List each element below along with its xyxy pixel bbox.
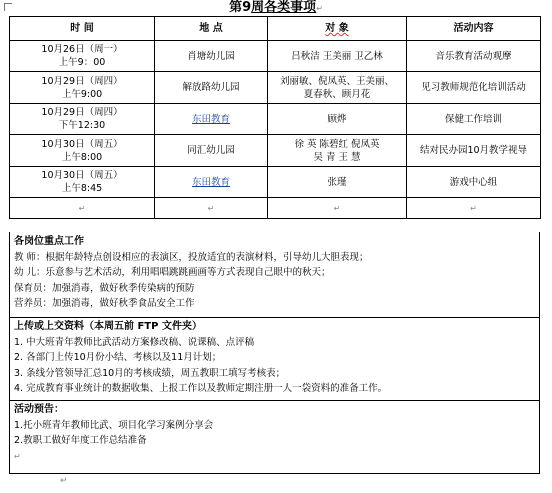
upload-heading: 上传或上交资料（本周五前 FTP 文件夹） bbox=[14, 321, 202, 332]
focus-heading: 各岗位重点工作 bbox=[14, 236, 84, 247]
target-cell: 徐 英 陈碧红 倪凤英 吴 青 王 慧 bbox=[268, 135, 407, 167]
empty-cell: ↵ bbox=[155, 198, 268, 219]
page-title: 第9周各类事项↵ bbox=[229, 0, 323, 15]
place-cell: 解放路幼儿园 bbox=[155, 72, 268, 104]
paragraph-mark: ↵ bbox=[14, 451, 21, 461]
schedule-header-row bbox=[10, 17, 541, 41]
upload-section bbox=[9, 318, 540, 401]
empty-cell: ↵ bbox=[268, 198, 407, 219]
preview-heading: 活动预告： bbox=[14, 404, 64, 415]
activity-cell: 音乐教育活动观摩 bbox=[407, 41, 541, 72]
target-cell: 张瑾 bbox=[268, 167, 407, 198]
time-cell: 10月26日（周一） 上午9：00 bbox=[10, 41, 155, 72]
place-cell: 同汇幼儿园 bbox=[155, 135, 268, 167]
time-cell: 10月30日（周五） 上午8:00 bbox=[10, 135, 155, 167]
target-cell: 吕秋洁 王美丽 卫乙林 bbox=[268, 41, 407, 72]
upload-line: 3. 条线分管领导汇总10月的考核成绩，周五教职工填写考核表； bbox=[14, 367, 286, 379]
upload-line: 1. 中大班青年教师比武活动方案修改稿、说课稿、点评稿 bbox=[14, 336, 255, 348]
place-cell: 东田教育 bbox=[155, 167, 268, 198]
table-row bbox=[10, 135, 541, 167]
target-cell: 顾烨 bbox=[268, 104, 407, 135]
schedule-table bbox=[9, 16, 541, 219]
upload-line: 2. 各部门上传10月份小结、考核以及11月计划； bbox=[14, 352, 222, 363]
table-row bbox=[10, 104, 541, 135]
table-row bbox=[10, 41, 541, 72]
paragraph-mark-end: ↵ bbox=[60, 476, 68, 486]
upload-line: 4. 完成教育事业统计的数据收集、上报工作以及教师定期注册一人一袋资料的准备工作。 bbox=[14, 383, 388, 394]
table-row bbox=[10, 72, 541, 104]
preview-line: 2.教职工做好年度工作总结准备 bbox=[14, 435, 147, 446]
time-cell: 10月29日（周四） 上午9:00 bbox=[10, 72, 155, 104]
table-row bbox=[10, 167, 541, 198]
empty-cell: ↵ bbox=[10, 198, 155, 219]
activity-cell: 游戏中心组 bbox=[407, 167, 541, 198]
focus-section bbox=[9, 232, 540, 318]
focus-line: 幼 儿：乐意参与艺术活动，利用唱唱跳跳画画等方式表现自己眼中的秋天； bbox=[14, 267, 331, 278]
time-cell: 10月30日（周五） 上午8:45 bbox=[10, 167, 155, 198]
empty-cell: ↵ bbox=[407, 198, 541, 219]
activity-cell: 保健工作培训 bbox=[407, 104, 541, 135]
activity-cell: 见习教师规范化培训活动 bbox=[407, 72, 541, 104]
header-activity: 活动内容 bbox=[407, 17, 541, 41]
time-cell: 10月29日（周四） 下午12:30 bbox=[10, 104, 155, 135]
preview-section bbox=[9, 401, 540, 474]
focus-line: 保育员：加强消毒，做好秋季传染病的预防 bbox=[14, 282, 195, 294]
place-cell: 东田教育 bbox=[155, 104, 268, 135]
focus-line: 营养员：加强消毒，做好秋季食品安全工作 bbox=[14, 298, 195, 309]
header-time: 时 间 bbox=[10, 17, 155, 41]
target-cell: 刘丽敏、倪凤英、王美丽、 夏春秋、顾月花 bbox=[268, 72, 407, 104]
activity-cell: 结对民办园10月教学视导 bbox=[407, 135, 541, 167]
header-place: 地 点 bbox=[155, 17, 268, 41]
focus-line: 教 师：根据年龄特点创设相应的表演区，投放适宜的表演材料，引导幼儿大胆表现； bbox=[14, 251, 369, 263]
table-row-empty bbox=[10, 198, 541, 219]
place-cell: 肖塘幼儿园 bbox=[155, 41, 268, 72]
preview-line: 1.托小班青年教师比武、项目化学习案例分享会 bbox=[14, 419, 214, 431]
header-target: 对 象 bbox=[268, 17, 407, 41]
